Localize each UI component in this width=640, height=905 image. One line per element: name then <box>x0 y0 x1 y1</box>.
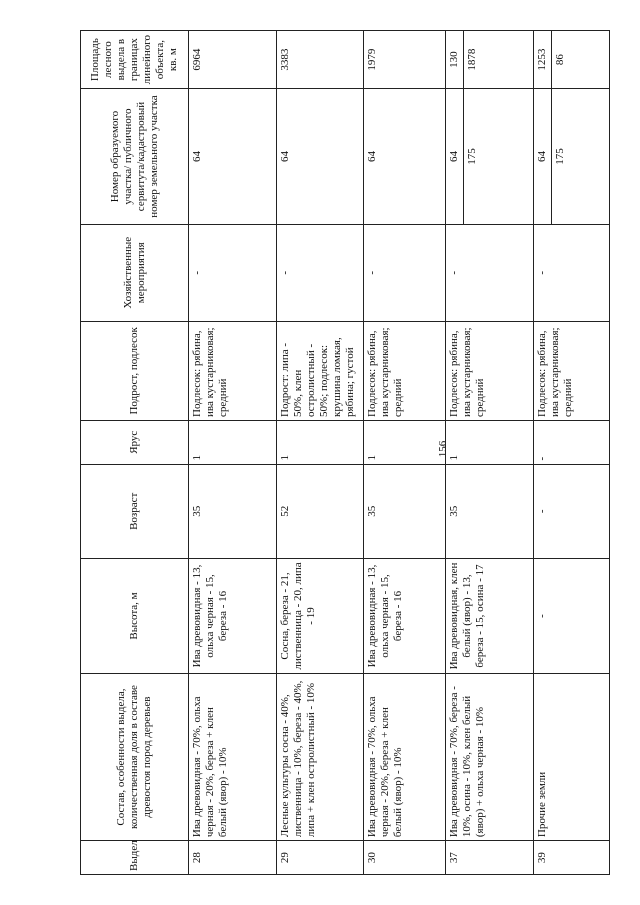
cell-tier: 1 <box>189 420 277 464</box>
cell-composition: Прочие земли <box>534 674 610 841</box>
area-value: 1878 <box>463 31 479 88</box>
cell-undergrowth: Подлесок: рябина, ива кустарниковая; средний <box>446 321 534 420</box>
cell-composition: Лесные культуры сосна - 40%, лиственница - 10%, береза - 40%, липа + клен остролистный - 10% <box>277 674 364 841</box>
cell-undergrowth: Подлесок: рябина, ива кустарниковая; средний <box>364 321 446 420</box>
cell-plot-number <box>364 89 446 225</box>
cell-height: Ива древовидная - 13, ольха черная - 15, береза - 16 <box>189 558 277 673</box>
area-value: 86 <box>551 31 567 88</box>
cell-height: Сосна, береза - 21, лиственница - 20, липа - 19 <box>277 558 364 673</box>
cell-area <box>277 31 364 89</box>
cell-measures: - <box>446 224 534 321</box>
cell-age: 35 <box>364 464 446 558</box>
cell-undergrowth: Подлесок: рябина, ива кустарниковая; средний <box>189 321 277 420</box>
table-row <box>277 31 364 875</box>
cell-measures: - <box>364 224 446 321</box>
plot-number-value: 64 <box>448 151 461 163</box>
cell-vydel: 28 <box>189 841 277 875</box>
cell-measures: - <box>534 224 610 321</box>
cell-vydel: 39 <box>534 841 610 875</box>
plot-number-value: 175 <box>551 89 567 224</box>
forest-table-wrapper <box>80 30 610 875</box>
cell-tier: 1 <box>277 420 364 464</box>
forest-table-rotated <box>80 30 610 875</box>
plot-number-value: 64 <box>366 151 379 163</box>
cell-plot-number <box>534 89 610 225</box>
cell-tier: - <box>534 420 610 464</box>
cell-age: 52 <box>277 464 364 558</box>
cell-undergrowth: Подлесок: рябина, ива кустарниковая; средний <box>534 321 610 420</box>
cell-age: 35 <box>189 464 277 558</box>
area-value: 130 <box>448 51 461 68</box>
cell-age: - <box>534 464 610 558</box>
cell-age: 35 <box>446 464 534 558</box>
cell-area <box>446 31 534 89</box>
area-value: 6964 <box>191 48 203 71</box>
table-row <box>364 31 446 875</box>
header-area: Площадь лесного выдела в границах линейного объекта, кв. м <box>81 31 189 89</box>
header-age: Возраст <box>81 464 189 558</box>
cell-plot-number <box>189 89 277 225</box>
forest-table <box>80 30 610 875</box>
area-value: 1253 <box>536 48 549 71</box>
table-row <box>446 31 534 875</box>
header-height: Высота, м <box>81 558 189 673</box>
cell-area <box>534 31 610 89</box>
cell-composition: Ива древовидная - 70%, ольха черная - 20%, береза + клен белый (явор) - 10% <box>364 674 446 841</box>
cell-undergrowth: Подрост: липа - 50%, клен остролистный - 50%; подлесок: крушина ломкая, рябина; густой <box>277 321 364 420</box>
header-plot-number: Номер образуемого участка/ публичного сервитута/кадастровый номер земельного участка <box>81 89 189 225</box>
plot-number-value: 64 <box>279 151 292 163</box>
cell-measures: - <box>277 224 364 321</box>
header-row <box>81 31 189 875</box>
table-row <box>534 31 610 875</box>
header-vydel: Выдел <box>81 841 189 875</box>
area-value: 1979 <box>366 48 379 71</box>
cell-composition: Ива древовидная - 70%, береза - 10%, осина - 10%, клен белый (явор) + ольха черная - 10% <box>446 674 534 841</box>
plot-number-value: 64 <box>536 151 549 163</box>
header-composition: Состав, особенности выдела, количественная доля в составе древостоя пород деревьев <box>81 674 189 841</box>
plot-number-value: 175 <box>463 89 479 224</box>
cell-height: - <box>534 558 610 673</box>
cell-vydel: 30 <box>364 841 446 875</box>
cell-area <box>189 31 277 89</box>
cell-measures: - <box>189 224 277 321</box>
table-row <box>189 31 277 875</box>
header-measures: Хозяйственные мероприятия <box>81 224 189 321</box>
cell-tier: 1 <box>364 420 446 464</box>
header-undergrowth: Подрост, подлесок <box>81 321 189 420</box>
table-body <box>189 31 610 875</box>
cell-height: Ива древовидная, клен белый (явор) - 13, береза - 15, осина - 17 <box>446 558 534 673</box>
cell-area <box>364 31 446 89</box>
cell-plot-number <box>446 89 534 225</box>
cell-tier: 1 <box>446 420 534 464</box>
header-tier: Ярус <box>81 420 189 464</box>
cell-vydel: 37 <box>446 841 534 875</box>
cell-height: Ива древовидная - 13, ольха черная - 15, береза - 16 <box>364 558 446 673</box>
page-number: 156 <box>437 440 449 458</box>
cell-plot-number <box>277 89 364 225</box>
cell-composition: Ива древовидная - 70%, ольха черная - 20%, береза + клен белый (явор) - 10% <box>189 674 277 841</box>
plot-number-value: 64 <box>191 151 203 163</box>
cell-vydel: 29 <box>277 841 364 875</box>
area-value: 3383 <box>279 48 292 71</box>
